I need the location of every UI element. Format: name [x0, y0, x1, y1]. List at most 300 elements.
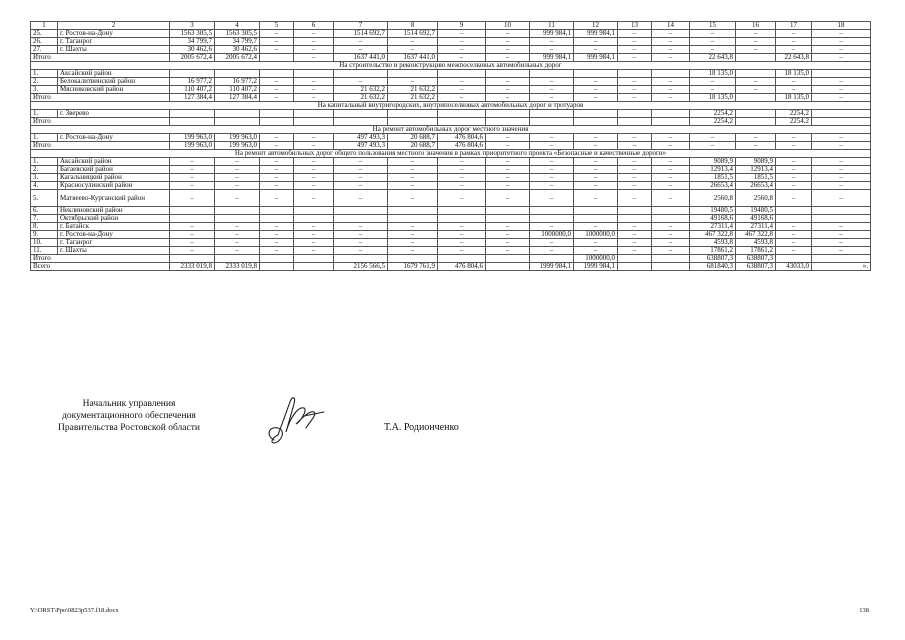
table-cell: 467 322,8 [690, 231, 736, 239]
column-number: 7 [334, 22, 388, 30]
table-cell: – [438, 223, 486, 231]
table-cell: – [812, 94, 871, 102]
table-cell: 21 632,2 [334, 94, 388, 102]
table-cell: 999 984,1 [574, 30, 618, 38]
table-cell [486, 110, 530, 118]
row-number: 3. [31, 86, 58, 94]
table-cell [812, 215, 871, 223]
table-cell: – [530, 247, 574, 255]
table-cell: – [652, 174, 690, 182]
table-cell: – [690, 78, 736, 86]
table-cell: – [388, 46, 438, 54]
table-cell: – [388, 158, 438, 166]
table-cell [652, 255, 690, 263]
table-cell: – [334, 46, 388, 54]
table-row [31, 110, 871, 118]
table-cell: – [652, 223, 690, 231]
table-cell: 19480,5 [690, 207, 736, 215]
table-cell: 17861,2 [736, 247, 776, 255]
table-cell [334, 215, 388, 223]
table-cell: 1999 984,1 [530, 263, 574, 271]
table-cell: – [260, 134, 294, 142]
table-cell: – [776, 166, 812, 174]
table-cell: – [260, 158, 294, 166]
table-cell: 497 493,3 [334, 142, 388, 150]
row-number: 3. [31, 174, 58, 182]
table-cell: 9089,9 [690, 158, 736, 166]
table-row [31, 38, 871, 46]
position-line: Правительства Ростовской области [58, 423, 200, 433]
table-cell [438, 70, 486, 78]
table-cell: – [260, 182, 294, 190]
table-cell: 16 977,2 [215, 78, 260, 86]
table-cell [530, 255, 574, 263]
table-cell [812, 118, 871, 126]
table-cell [618, 215, 652, 223]
column-number: 11 [530, 22, 574, 30]
table-cell: – [776, 38, 812, 46]
table-cell: 2560,8 [690, 190, 736, 207]
table-cell [530, 70, 574, 78]
table-cell [486, 255, 530, 263]
table-cell: – [652, 94, 690, 102]
table-cell: 4593,8 [736, 239, 776, 247]
municipality-name: Аксайский район [58, 158, 170, 166]
table-cell: – [812, 166, 871, 174]
file-path: Y:\ORST\Ppo\0823p537.f18.docx [30, 607, 119, 614]
table-cell [574, 70, 618, 78]
table-cell: – [486, 239, 530, 247]
table-cell: – [652, 38, 690, 46]
page-number: 138 [859, 607, 869, 614]
table-cell: – [652, 239, 690, 247]
table-cell: – [776, 239, 812, 247]
table-cell: – [574, 223, 618, 231]
table-cell [294, 110, 334, 118]
table-cell: – [260, 231, 294, 239]
table-cell: – [294, 174, 334, 182]
column-number: 9 [438, 22, 486, 30]
municipality-name: Мясниковский район [58, 86, 170, 94]
column-number: 1 [31, 22, 58, 30]
table-cell: 476 804,6 [438, 134, 486, 142]
table-cell: 681840,3 [690, 263, 736, 271]
budget-table [30, 21, 871, 271]
table-cell [618, 255, 652, 263]
table-cell [294, 255, 334, 263]
table-cell: – [574, 239, 618, 247]
table-cell [294, 118, 334, 126]
table-row [31, 215, 871, 223]
row-number: 1. [31, 70, 58, 78]
table-cell: – [388, 38, 438, 46]
row-number: 2. [31, 166, 58, 174]
table-cell [260, 54, 294, 62]
table-cell: – [530, 94, 574, 102]
table-cell: – [486, 166, 530, 174]
table-cell: – [690, 38, 736, 46]
table-cell: ». [812, 263, 871, 271]
table-cell [294, 207, 334, 215]
table-cell: – [334, 182, 388, 190]
table-cell: 18 135,0 [690, 70, 736, 78]
table-cell [170, 215, 215, 223]
table-cell [334, 110, 388, 118]
table-cell [260, 70, 294, 78]
table-cell: – [438, 231, 486, 239]
table-cell: – [438, 190, 486, 207]
table-cell: – [294, 86, 334, 94]
position-line: Начальник управления [82, 399, 176, 409]
table-cell: – [170, 190, 215, 207]
municipality-name: г. Ростов-на-Дону [58, 134, 170, 142]
table-cell: 127 384,4 [215, 94, 260, 102]
table-cell [574, 110, 618, 118]
table-cell: – [652, 166, 690, 174]
total-label: Итого [31, 142, 170, 150]
table-cell: 999 984,1 [574, 54, 618, 62]
table-cell: 21 632,2 [388, 94, 438, 102]
table-cell [652, 263, 690, 271]
table-cell [215, 70, 260, 78]
table-cell: 2156 566,5 [334, 263, 388, 271]
table-cell: – [530, 182, 574, 190]
table-cell: – [334, 158, 388, 166]
table-cell [486, 70, 530, 78]
table-cell: – [652, 247, 690, 255]
table-cell [215, 207, 260, 215]
total-label: Итого [31, 255, 170, 263]
table-cell: – [438, 78, 486, 86]
table-cell: – [530, 142, 574, 150]
table-cell: – [652, 231, 690, 239]
table-cell: – [618, 78, 652, 86]
table-cell: – [776, 158, 812, 166]
table-cell: 638807,3 [736, 255, 776, 263]
table-row [31, 231, 871, 239]
table-cell [388, 255, 438, 263]
row-number: 26. [31, 38, 58, 46]
section-heading-row [31, 102, 871, 110]
section-heading-row [31, 62, 871, 70]
table-row [31, 223, 871, 231]
table-cell: – [652, 158, 690, 166]
table-row [31, 30, 871, 38]
table-cell: – [294, 231, 334, 239]
table-cell: – [736, 142, 776, 150]
table-cell [530, 215, 574, 223]
table-cell [736, 118, 776, 126]
row-number: 4. [31, 182, 58, 190]
table-cell [438, 215, 486, 223]
table-cell: – [618, 94, 652, 102]
table-cell: – [170, 247, 215, 255]
section-heading: На капитальный внутригородских, внутрипоселковых автомобильных дорог и тротуаров [31, 102, 871, 110]
table-cell: – [618, 54, 652, 62]
table-cell: – [618, 38, 652, 46]
table-cell: – [486, 223, 530, 231]
table-cell [170, 70, 215, 78]
table-cell: – [690, 46, 736, 54]
row-number: 1. [31, 158, 58, 166]
table-cell: – [736, 78, 776, 86]
table-cell: – [530, 86, 574, 94]
table-cell [574, 118, 618, 126]
table-cell: – [812, 30, 871, 38]
row-number: 6. [31, 207, 58, 215]
table-cell [736, 70, 776, 78]
table-cell: 34 799,7 [170, 38, 215, 46]
table-cell: 19480,5 [736, 207, 776, 215]
table-cell: – [812, 134, 871, 142]
total-row [31, 94, 871, 102]
table-cell: – [388, 174, 438, 182]
table-cell [530, 110, 574, 118]
table-cell: – [294, 30, 334, 38]
table-cell: 199 963,0 [215, 142, 260, 150]
table-cell: – [170, 231, 215, 239]
table-cell: – [530, 78, 574, 86]
table-row [31, 174, 871, 182]
table-cell: 1563 305,5 [215, 30, 260, 38]
position-line: документационного обеспечения [62, 411, 196, 421]
handwritten-signature [260, 388, 340, 450]
table-cell [652, 110, 690, 118]
table-cell [736, 110, 776, 118]
section-heading: На строительство и реконструкцию межпоселковых автомобильных дорог [31, 62, 871, 70]
table-cell: – [260, 223, 294, 231]
table-cell: 1851,5 [736, 174, 776, 182]
table-cell: – [294, 239, 334, 247]
table-cell: 999 984,1 [530, 30, 574, 38]
table-cell: – [438, 182, 486, 190]
table-cell: – [618, 182, 652, 190]
table-cell: – [776, 223, 812, 231]
table-cell: 638807,3 [690, 255, 736, 263]
table-cell: – [618, 247, 652, 255]
table-cell [388, 215, 438, 223]
table-cell [486, 207, 530, 215]
table-cell [776, 215, 812, 223]
table-cell: – [736, 38, 776, 46]
column-number: 6 [294, 22, 334, 30]
table-cell: 18 135,0 [776, 70, 812, 78]
table-cell: – [334, 38, 388, 46]
table-cell: 110 407,2 [215, 86, 260, 94]
table-cell: – [530, 174, 574, 182]
table-cell: – [776, 231, 812, 239]
table-cell [812, 70, 871, 78]
table-cell: – [438, 239, 486, 247]
table-cell: – [438, 166, 486, 174]
table-cell: – [294, 54, 334, 62]
table-cell: 2254,2 [690, 118, 736, 126]
table-cell: – [170, 166, 215, 174]
table-cell: – [486, 46, 530, 54]
column-number: 5 [260, 22, 294, 30]
table-row [31, 46, 871, 54]
table-cell [334, 255, 388, 263]
table-cell: – [530, 38, 574, 46]
table-cell: – [260, 94, 294, 102]
municipality-name: г. Шахты [58, 247, 170, 255]
table-cell [618, 207, 652, 215]
signatory-name: Т.А. Родионченко [384, 422, 459, 433]
table-cell: 476 804,6 [438, 263, 486, 271]
table-cell: – [294, 142, 334, 150]
table-cell: – [812, 86, 871, 94]
table-cell: 2254,2 [690, 110, 736, 118]
table-cell: 49168,6 [736, 215, 776, 223]
table-cell: – [215, 166, 260, 174]
table-cell [170, 255, 215, 263]
table-cell: – [812, 247, 871, 255]
table-cell: – [215, 182, 260, 190]
table-cell [618, 118, 652, 126]
table-cell: – [574, 134, 618, 142]
table-cell [388, 118, 438, 126]
table-cell: 476 804,6 [438, 142, 486, 150]
table-cell: – [618, 239, 652, 247]
table-cell: – [486, 38, 530, 46]
municipality-name: Октябрьский район [58, 215, 170, 223]
table-cell: – [438, 30, 486, 38]
table-cell: – [294, 182, 334, 190]
table-cell: 27311,4 [690, 223, 736, 231]
table-cell: – [736, 30, 776, 38]
table-cell: – [260, 30, 294, 38]
table-cell: – [776, 190, 812, 207]
table-cell: 20 688,7 [388, 142, 438, 150]
table-row [31, 134, 871, 142]
municipality-name: г. Ростов-на-Дону [58, 30, 170, 38]
table-cell: – [618, 223, 652, 231]
table-cell: – [486, 134, 530, 142]
municipality-name: г. Ростов-на-Дону [58, 231, 170, 239]
table-cell: – [486, 86, 530, 94]
table-cell [438, 255, 486, 263]
table-cell: 12913,4 [736, 166, 776, 174]
table-cell: 1000000,0 [574, 255, 618, 263]
row-number: 7. [31, 215, 58, 223]
table-cell: – [486, 54, 530, 62]
total-row [31, 263, 871, 271]
table-cell: – [294, 190, 334, 207]
table-cell: – [618, 231, 652, 239]
table-cell: – [215, 158, 260, 166]
table-cell: 1851,5 [690, 174, 736, 182]
table-cell: – [170, 158, 215, 166]
table-cell: – [260, 78, 294, 86]
table-cell: – [438, 54, 486, 62]
municipality-name: г. Таганрог [58, 38, 170, 46]
table-cell [334, 70, 388, 78]
table-cell: – [334, 223, 388, 231]
table-cell [215, 215, 260, 223]
table-cell: – [438, 158, 486, 166]
column-number: 17 [776, 22, 812, 30]
table-cell [486, 118, 530, 126]
table-cell: – [260, 166, 294, 174]
municipality-name: г. Батайск [58, 223, 170, 231]
table-cell [618, 110, 652, 118]
table-cell: – [530, 239, 574, 247]
table-row [31, 247, 871, 255]
municipality-name: г. Зверево [58, 110, 170, 118]
table-cell: – [294, 46, 334, 54]
table-cell: – [776, 86, 812, 94]
table-cell: – [812, 182, 871, 190]
table-row [31, 78, 871, 86]
row-number: 9. [31, 231, 58, 239]
table-cell: – [334, 174, 388, 182]
table-cell: – [618, 46, 652, 54]
table-cell: – [530, 158, 574, 166]
table-cell: 199 963,0 [170, 142, 215, 150]
column-number: 16 [736, 22, 776, 30]
table-cell [260, 207, 294, 215]
table-row [31, 239, 871, 247]
table-cell: – [618, 86, 652, 94]
table-cell: – [294, 166, 334, 174]
table-cell: – [388, 247, 438, 255]
municipality-name: Белокалитвинский район [58, 78, 170, 86]
table-cell [388, 207, 438, 215]
table-cell: – [486, 94, 530, 102]
table-cell: – [438, 86, 486, 94]
table-cell: – [812, 174, 871, 182]
table-cell: 26653,4 [736, 182, 776, 190]
municipality-name: Красносулинский район [58, 182, 170, 190]
table-cell [486, 215, 530, 223]
table-cell: – [652, 134, 690, 142]
table-cell: – [618, 158, 652, 166]
table-cell: – [812, 38, 871, 46]
table-cell: – [652, 86, 690, 94]
column-number: 3 [170, 22, 215, 30]
table-cell: – [334, 231, 388, 239]
column-number: 14 [652, 22, 690, 30]
table-cell: – [294, 158, 334, 166]
table-cell: – [215, 239, 260, 247]
section-heading-row [31, 150, 871, 158]
table-cell: 1637 441,0 [388, 54, 438, 62]
table-cell [776, 255, 812, 263]
table-cell: – [776, 182, 812, 190]
table-cell: – [530, 223, 574, 231]
table-cell [260, 255, 294, 263]
table-cell: – [388, 223, 438, 231]
table-cell [170, 207, 215, 215]
total-row [31, 255, 871, 263]
table-cell: – [334, 247, 388, 255]
column-number: 12 [574, 22, 618, 30]
table-cell: – [260, 142, 294, 150]
row-number: 27. [31, 46, 58, 54]
table-cell: – [260, 190, 294, 207]
table-cell: – [812, 46, 871, 54]
table-cell: – [736, 86, 776, 94]
table-cell: 18 135,0 [690, 94, 736, 102]
table-cell: 1679 761,9 [388, 263, 438, 271]
table-cell: – [652, 30, 690, 38]
municipality-name: Матвеево-Курганский район [58, 190, 170, 207]
table-cell [260, 110, 294, 118]
table-cell: – [260, 239, 294, 247]
table-cell: – [388, 166, 438, 174]
table-cell [294, 215, 334, 223]
table-cell: – [260, 247, 294, 255]
